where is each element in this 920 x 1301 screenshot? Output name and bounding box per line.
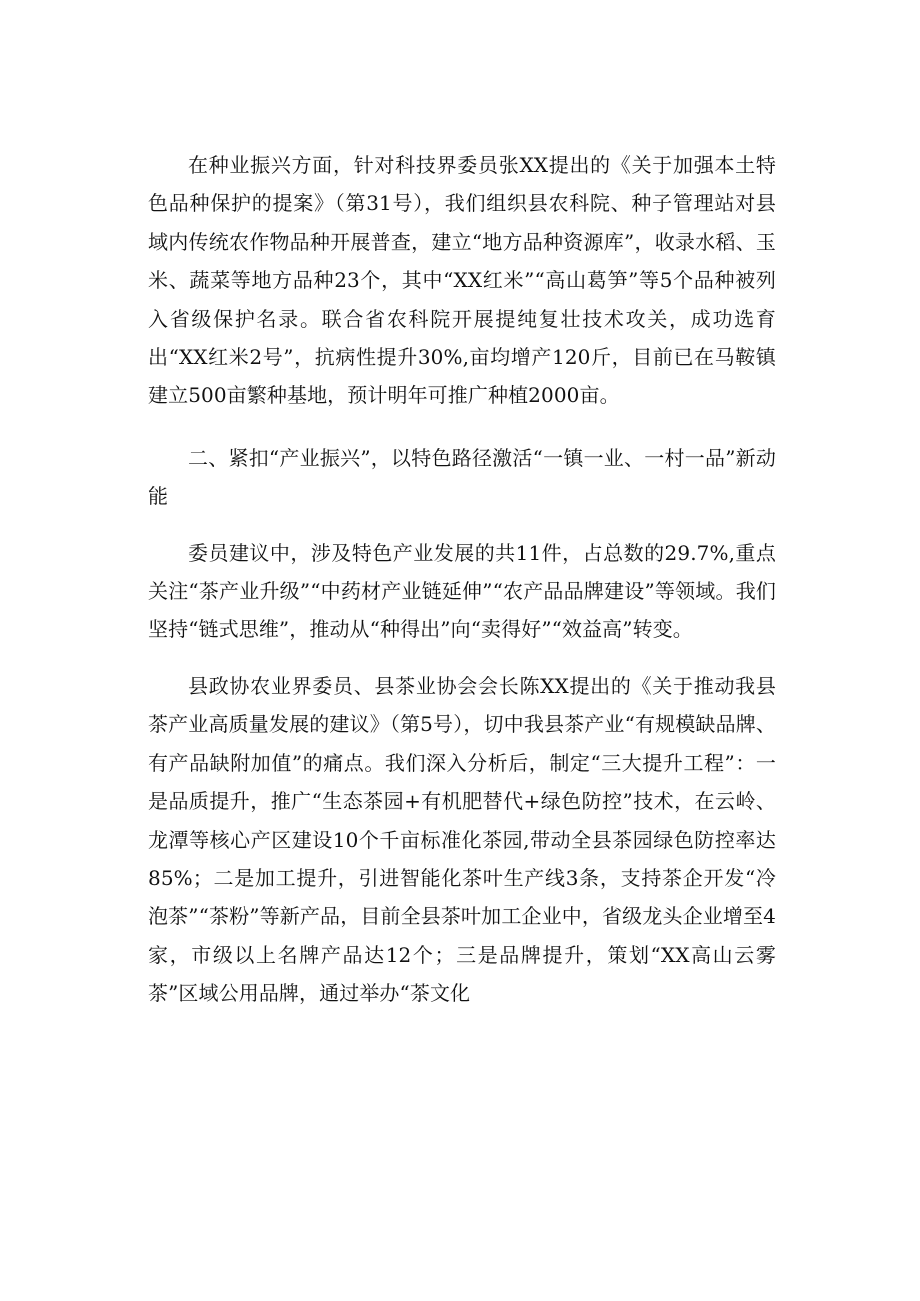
section-heading-industry-revitalization: 二、紧扣“产业振兴”，以特色路径激活“一镇一业、一村一品”新动能: [148, 445, 776, 509]
paragraph-tea-industry: 县政协农业界委员、县茶业协会会长陈XX提出的《关于推动我县茶产业高质量发展的建议》（第5号），切中我县茶产业“有规模缺品牌、有产品缺附加值”的痛点。我们深入分析后，制定“三大提升工程”：一是品质提升，推广“生态茶园+有机肥替代+绿色防控”技术，在云岭、龙潭等核心产区建设10个千亩标准化茶园,带动全县茶园绿色防控率达85%；二是加工提升，引进智能化茶叶生产线3条，支持茶企开发“冷泡茶”“茶粉”等新产品，目前全县茶叶加工企业中，省级龙头企业增至4家，市级以上名牌产品达12个；三是品牌提升，策划“XX高山云雾茶”区域公用品牌，通过举办“茶文化: [148, 673, 776, 1006]
document-body: [148, 146, 776, 1013]
paragraph-member-suggestions: 委员建议中，涉及特色产业发展的共11件，占总数的29.7%,重点关注“茶产业升级”“中药材产业链延伸”“农产品品牌建设”等领域。我们坚持“链式思维”，推动从“种得出”向“卖得好”“效益高”转变。: [148, 540, 776, 642]
paragraph-seed-industry: 在种业振兴方面，针对科技界委员张XX提出的《关于加强本土特色品种保护的提案》（第31号），我们组织县农科院、种子管理站对县域内传统农作物品种开展普查，建立“地方品种资源库”，收录水稻、玉米、蔬菜等地方品种23个，其中“XX红米”“高山葛笋”等5个品种被列入省级保护名录。联合省农科院开展提纯复壮技术攻关，成功选育出“XX红米2号”，抗病性提升30%,亩均增产120斤，目前已在马鞍镇建立500亩繁种基地，预计明年可推广种植2000亩。: [148, 153, 776, 408]
